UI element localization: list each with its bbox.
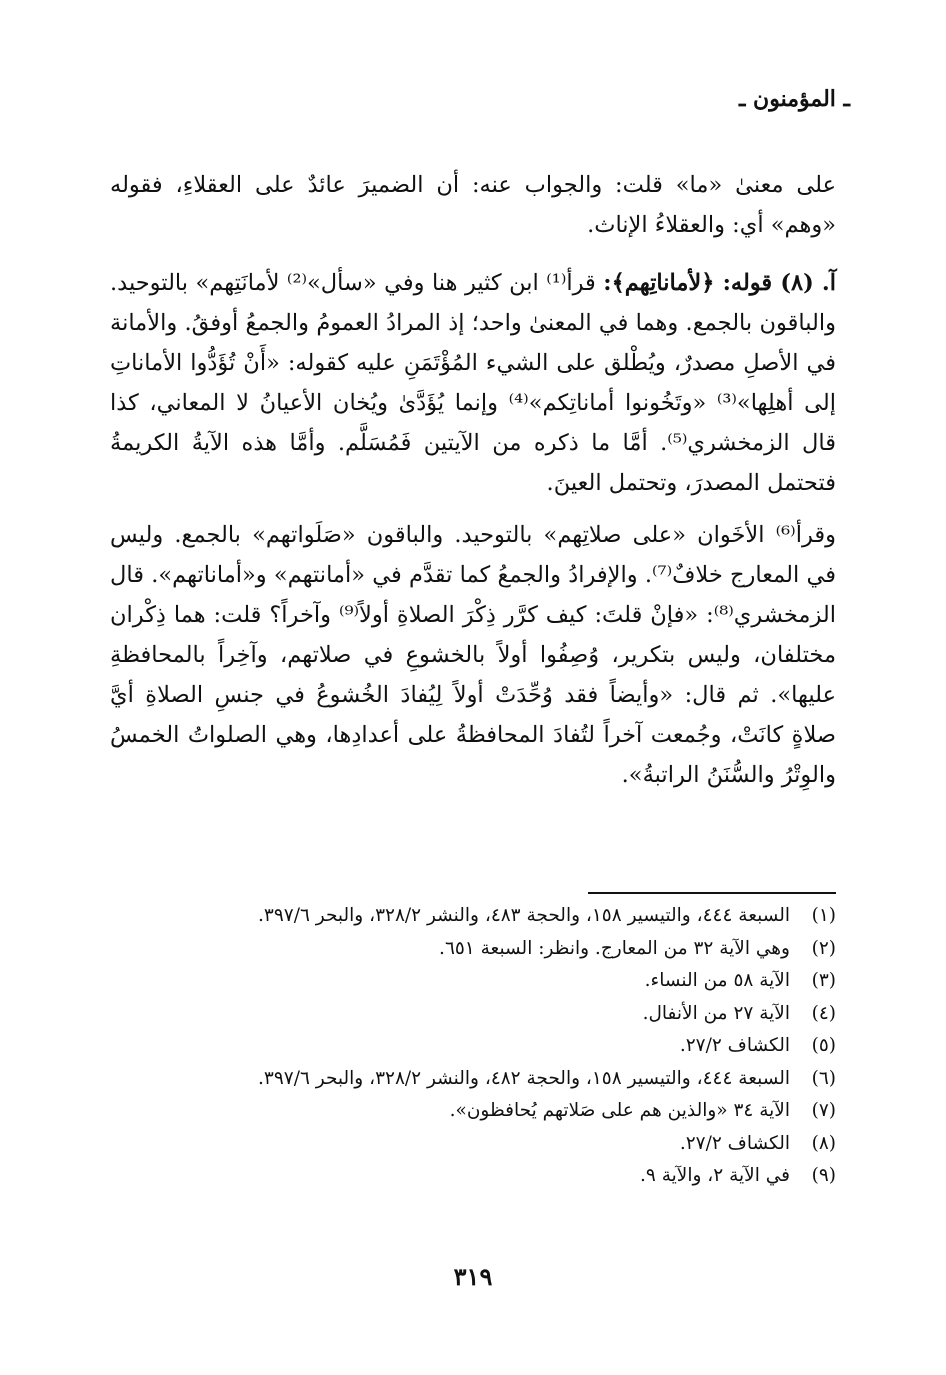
- footnote-number: (٩): [811, 1165, 836, 1186]
- footnote-item: [110, 1095, 836, 1128]
- footnote-number: (٧): [811, 1100, 836, 1121]
- main-text: [110, 165, 836, 809]
- footnote-number: (٨): [811, 1132, 836, 1154]
- footnote-number: (١): [811, 905, 836, 926]
- footnote-separator: [588, 892, 836, 894]
- footnote-text: الآية ٢٧ من الأنفال.: [642, 1002, 790, 1024]
- footnote-text: الكشاف ٢٧/٢.: [679, 1035, 790, 1056]
- footnote-text: الكشاف ٢٧/٢.: [679, 1132, 790, 1154]
- footnote-number: (٣): [811, 970, 836, 991]
- footnote-number: (٦): [811, 1067, 836, 1089]
- footnote-item: [110, 998, 836, 1031]
- footnote-number: (٢): [811, 937, 836, 959]
- footnote-item: [110, 933, 836, 966]
- footnote-number: (٥): [811, 1035, 836, 1056]
- footnote-item: [110, 1128, 836, 1161]
- footnote-item: [110, 1063, 836, 1096]
- paragraph-3: وقرأ⁽⁶⁾ الأخَوان «على صلاتِهم» بالتوحيد. والباقون «صَلَواتهم» بالجمع. وليس في المعارج خلافٌ⁽⁷⁾. والإفرادُ والجمعُ كما تقدَّم في «أمانتهم» و«أماناتهم». قال الزمخشري⁽⁸⁾: «فإنْ قلتَ: كيف كرَّر ذِكْرَ الصلاةِ أولاً⁽⁹⁾ وآخراً؟ قلت: هما ذِكْران مختلفان، وليس بتكرير، وُصِفُوا أولاً بالخشوعِ في صلاتهم، وآخِراً بالمحافظةِ عليها». ثم قال: «وأيضاً فقد وُحِّدَتْ أولاً لِيُفادَ الخُشوعُ في جنسِ الصلاةِ أيَّ صلاةٍ كانَتْ، وجُمعت آخراً لتُفادَ المحافظةُ على أعدادِها، وهي الصلواتُ الخمسُ والوِتْرُ والسُّنَنُ الراتبةُ».: [110, 522, 837, 788]
- footnote-item: [110, 900, 836, 933]
- page-number: ٣١٩: [453, 1262, 493, 1291]
- footnote-item: [110, 1160, 836, 1193]
- footnote-text: في الآية ٢، والآية ٩.: [640, 1165, 790, 1186]
- footnote-item: [110, 965, 836, 998]
- footnote-text: السبعة ٤٤٤، والتيسير ١٥٨، والحجة ٤٨٣، والنشر ٣٢٨/٢، والبحر ٣٩٧/٦.: [258, 905, 790, 926]
- footnote-text: السبعة ٤٤٤، والتيسير ١٥٨، والحجة ٤٨٢، والنشر ٣٢٨/٢، والبحر ٣٩٧/٦.: [258, 1067, 790, 1089]
- footnote-text: وهي الآية ٣٢ من المعارج. وانظر: السبعة ٦٥١.: [439, 937, 790, 959]
- footnote-item: [110, 1030, 836, 1063]
- paragraph-2-body: قرأ⁽¹⁾ ابن كثير هنا وفي «سأل»⁽²⁾ لأمانَتِهم» بالتوحيد. والباقون بالجمع. وهما في المعنىٰ واحد؛ إذ المرادُ العمومُ والجمعُ أوفقُ. والأمانة في الأصلِ مصدرٌ، ويُطْلق على الشيء المُؤْتَمَنِ عليه كقوله: «أَنْ تُؤَدُّوا الأماناتِ إلى أهلِها»⁽³⁾ «وتَخُونوا أماناتِكم»⁽⁴⁾ وإنما يُؤَدَّىٰ ويُخان الأعيانُ لا المعاني، كذا قال الزمخشري⁽⁵⁾. أمَّا ما ذكره من الآيتين فَمُسَلَّم. وأمَّا هذه الآيةُ الكريمةُ فتحتمل المصدرَ، وتحتمل العينَ.: [110, 270, 836, 496]
- paragraph-1: على معنىٰ «ما» قلت: والجواب عنه: أن الضميرَ عائدٌ على العقلاءِ، فقوله «وهم» أي: والعقلاءُ الإناث.: [110, 172, 836, 238]
- footnote-text: الآية ٥٨ من النساء.: [644, 970, 790, 991]
- verse-heading: آ. (٨) قوله: ﴿لأماناتِهم﴾:: [603, 270, 837, 296]
- running-header: ـ المؤمنون ـ: [738, 86, 850, 112]
- footnotes-list: [110, 900, 836, 1193]
- paragraph-2: [110, 263, 836, 503]
- footnote-number: (٤): [811, 1002, 836, 1024]
- footnote-text: الآية ٣٤ «والذين هم على صَلاتهم يُحافظون».: [449, 1100, 790, 1121]
